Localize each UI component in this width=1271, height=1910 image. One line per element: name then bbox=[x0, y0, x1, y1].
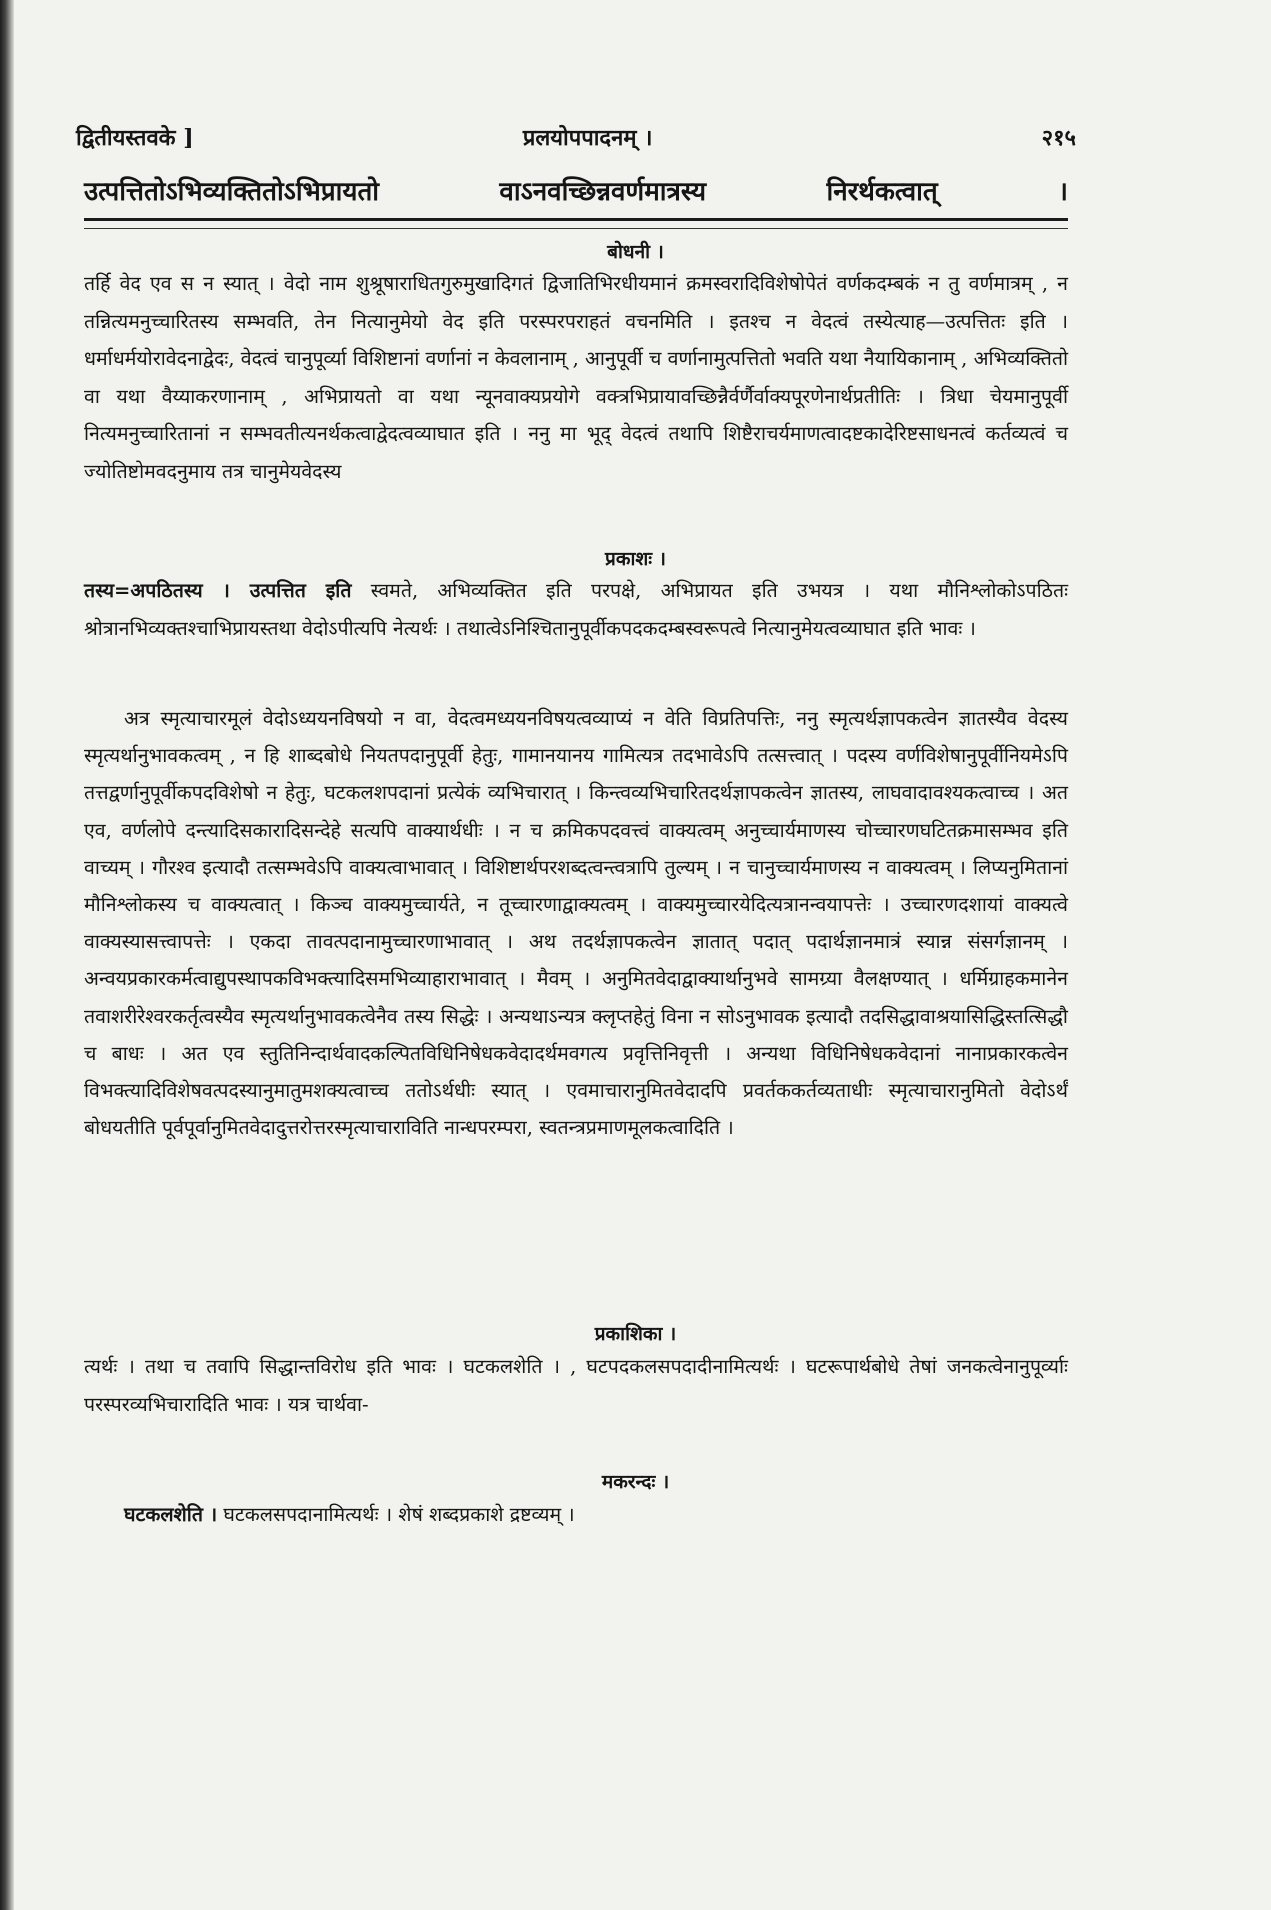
verse-line: उत्पत्तितोऽभिव्यक्तितोऽभिप्रायतो वाऽनवच्छिन्नवर्णमात्रस्य निरर्थकत्वात् । bbox=[84, 172, 1068, 221]
running-head bbox=[76, 122, 1076, 152]
prakashika-heading: प्रकाशिका । bbox=[594, 1323, 677, 1345]
verse-rule bbox=[84, 228, 1068, 229]
bodhani-heading: बोधनी । bbox=[607, 241, 664, 263]
prakasha-lead: तस्य=अपठितस्य । उत्पत्तित इति bbox=[84, 579, 352, 602]
bodhani-text: तर्हि वेद एव स न स्यात् । वेदो नाम शुश्रूषाराधितगुरुमुखादिगतं द्विजातिभिरधीयमानं क्रमस्वरादिविशेषोपेतं वर्णकदम्बकं न तु वर्णमात्रम् , न तन्नित्यमनुच्चारितस्य सम्भवति, तेन नित्यानुमेयो वेद इति परस्परपराहतं वचनमिति । इतश्च न वेदत्वं तस्येत्याह—उत्पत्तितः इति । धर्माधर्मयोरावेदनाद्वेदः, वेदत्वं चानुपूर्व्या विशिष्टानां वर्णानां न केवलानाम् , आनुपूर्वी च वर्णानामुत्पत्तितो भवति यथा नैयायिकानाम् , अभिव्यक्तितो वा यथा वैय्याकरणानाम् , अभिप्रायतो वा यथा न्यूनवाक्यप्रयोगे वक्त्रभिप्रायावच्छिन्नैर्वर्णैर्वाक्यपूरणेनार्थप्रतीतिः । त्रिधा चेयमानुपूर्वी नित्यमनुच्चारितानां न सम्भवतीत्यनर्थकत्वाद्वेदत्वव्याघात इति । ननु मा भूद् वेदत्वं तथापि शिष्टैराचर्यमाणत्वादष्टकादेरिष्टसाधनत्वं कर्तव्यत्वं च ज्योतिष्टोमवदनुमाय तत्र चानुमेयवेदस्य bbox=[84, 272, 1068, 483]
running-head-left: द्वितीयस्तवके ] bbox=[76, 125, 194, 151]
prakasha-text bbox=[84, 572, 1068, 647]
makaranda-body: घटकलसपदानामित्यर्थः । शेषं शब्दप्रकाशे द्रष्टव्यम् । bbox=[223, 1503, 575, 1526]
prakasha-heading: प्रकाशः । bbox=[605, 548, 666, 570]
makaranda-heading: मकरन्दः । bbox=[601, 1471, 670, 1493]
makaranda-text bbox=[84, 1496, 1068, 1534]
prakasha-text-2: अत्र स्मृत्याचारमूलं वेदोऽध्ययनविषयो न वा, वेदत्वमध्ययनविषयत्वव्याप्यं न वेति विप्रतिपत्तिः, ननु स्मृत्यर्थज्ञापकत्वेन ज्ञातस्यैव वेदस्य स्मृत्यर्थानुभावकत्वम् , न हि शाब्दबोधे नियतपदानुपूर्वी हेतुः, गामानयानय गामित्यत्र तदभावेऽपि तत्सत्त्वात् । पदस्य वर्णविशेषानुपूर्वीनियमेऽपि तत्तद्वर्णानुपूर्वीकपदविशेषो न हेतुः, घटकलशपदानां प्रत्येकं व्यभिचारात् । किन्त्वव्यभिचारितदर्थज्ञापकत्वेन ज्ञातस्य, लाघवादावश्यकत्वाच्च । अत एव, वर्णलोपे दन्त्यादिसकारादिसन्देहे सत्यपि वाक्यार्थधीः । न च क्रमिकपदवत्त्वं वाक्यत्वम् अनुच्चार्यमाणस्य चोच्चारणघटितक्रमासम्भव इति वाच्यम् । गौरश्व इत्यादौ तत्सम्भवेऽपि वाक्यत्वाभावात् । विशिष्टार्थपरशब्दत्वन्त्वत्रापि तुल्यम् । न चानुच्चार्यमाणस्य न वाक्यत्वम् । लिप्यनुमितानां मौनिश्लोकस्य च वाक्यत्वात् । किञ्च वाक्यमुच्चार्यते, न तूच्चारणाद्वाक्यत्वम् । वाक्यमुच्चारयेदित्यत्रानन्वयापत्तेः । उच्चारणदशायां वाक्यत्वे वाक्यस्यासत्त्वापत्तेः । एकदा तावत्पदानामुच्चारणाभावात् । अथ तदर्थज्ञापकत्वेन ज्ञातात् पदात् पदार्थज्ञानमात्रं स्यान्न संसर्गज्ञानम् । अन्वयप्रकारकर्मत्वाद्युपस्थापकविभक्त्यादिसमभिव्याहाराभावात् । मैवम् । अनुमितवेदाद्वाक्यार्थानुभवे सामग्र्या वैलक्षण्यात् । धर्मिग्राहकमानेन तवाशरीरेश्वरकर्तृत्वस्यैव स्मृत्यर्थानुभावकत्वेनैव तस्य सिद्धेः । अन्यथाऽन्यत्र क्लृप्तहेतुं विना न सोऽनुभावक इत्यादौ तदसिद्धावाश्रयासिद्धिस्तत्सिद्धौ च बाधः । अत एव स्तुतिनिन्दार्थवादकल्पितविधिनिषेधकवेदादर्थमवगत्य प्रवृत्तिनिवृत्ती । अन्यथा विधिनिषेधकवेदानां नानाप्रकारकत्वेन विभक्त्यादिविशेषवत्पदस्यानुमातुमशक्यत्वाच्च ततोऽर्थधीः स्यात् । एवमाचारानुमितवेदादपि प्रवर्तककर्तव्यताधीः स्मृत्याचारानुमितो वेदोऽर्थं बोधयतीति पूर्वपूर्वानुमितवेदादुत्तरोत्तरस्मृत्याचाराविति नान्धपरम्परा, स्वतन्त्रप्रमाणमूलकत्वादिति । bbox=[84, 707, 1068, 1140]
prakashika-text: त्यर्थः । तथा च तवापि सिद्धान्तविरोध इति भावः । घटकलशेति । , घटपदकलसपदादीनामित्यर्थः । घटरूपार्थबोधे तेषां जनकत्वेनानुपूर्व्याः परस्परव्यभिचारादिति भावः । यत्र चार्थवा- bbox=[84, 1355, 1068, 1416]
page-number: २१५ bbox=[1041, 125, 1076, 151]
running-head-title: प्रलयोपपादनम् । bbox=[522, 125, 653, 151]
makaranda-lead: घटकलशेति । bbox=[124, 1503, 218, 1526]
prakasha-body: स्वमते, अभिव्यक्तित इति परपक्षे, अभिप्रायत इति उभयत्र । यथा मौनिश्लोकोऽपठितः श्रोत्रानभिव्यक्तश्चाभिप्रायस्तथा वेदोऽपीत्यपि नेत्यर्थः । तथात्वेऽनिश्चितानुपूर्वीकपदकदम्बस्वरूपत्वे नित्यानुमेयत्वव्याघात इति भावः । bbox=[84, 579, 1069, 640]
page-binding-shadow bbox=[0, 0, 14, 1910]
